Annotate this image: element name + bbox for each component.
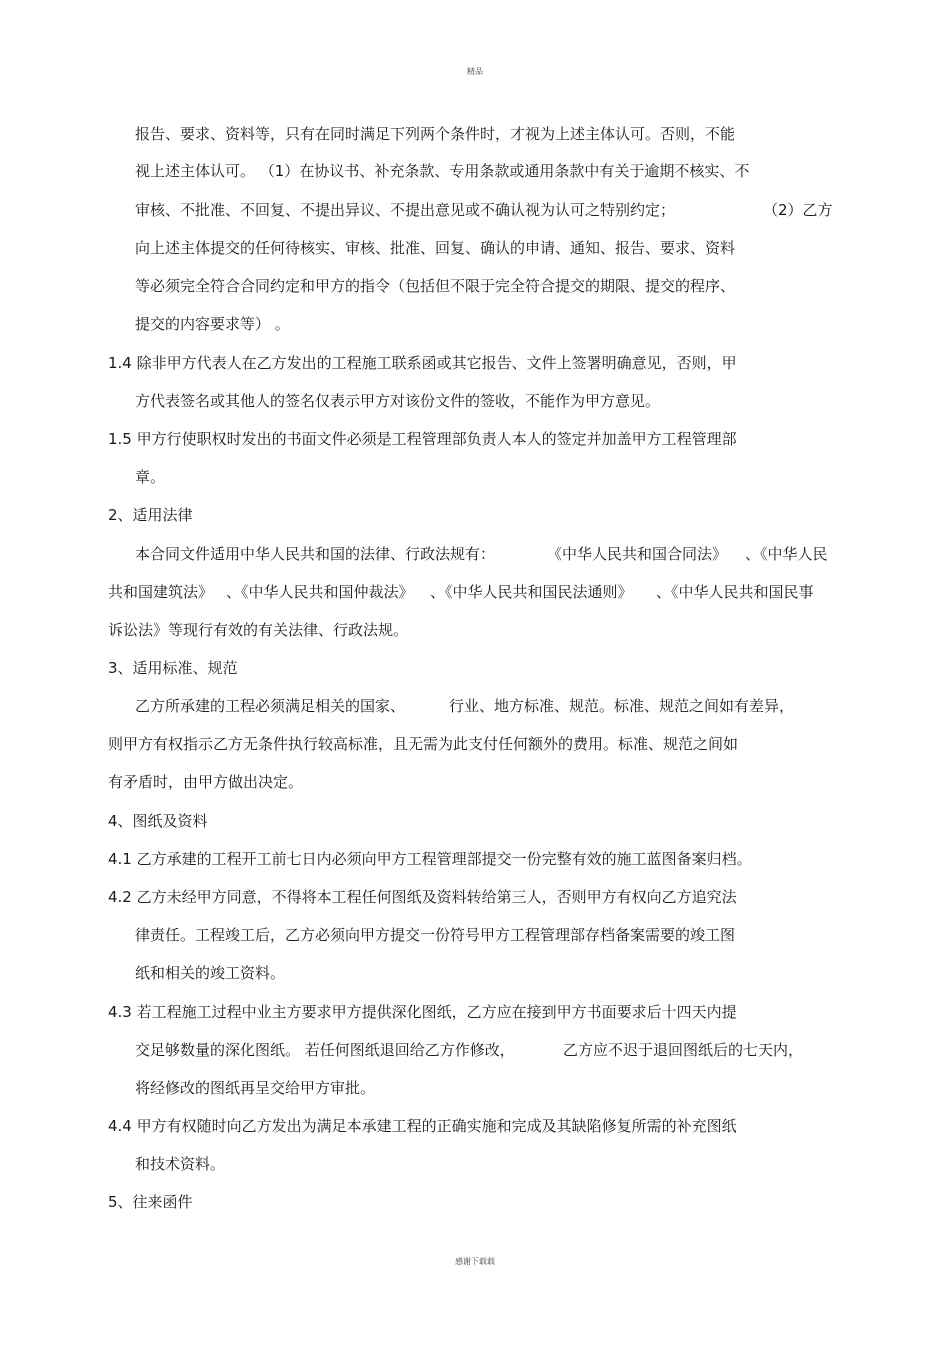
text-line: 报告、要求、资料等，只有在同时满足下列两个条件时，才视为上述主体认可。否则，不能 — [135, 125, 736, 143]
text-line: 律责任。工程竣工后，乙方必须向甲方提交一份符号甲方工程管理部存档备案需要的竣工图 — [135, 926, 736, 944]
clause-1-5: 1.5 甲方行使职权时发出的书面文件必须是工程管理部负责人本人的签定并加盖甲方工程管理部 — [108, 430, 737, 448]
clause-1-4: 1.4 除非甲方代表人在乙方发出的工程施工联系函或其它报告、文件上签署明确意见，否则，甲 — [108, 354, 737, 372]
text-line: 将经修改的图纸再呈交给甲方审批。 — [135, 1079, 376, 1097]
text-line: 、《中华人民共和国仲裁法》 — [226, 583, 414, 601]
clause-4-1: 4.1 乙方承建的工程开工前七日内必须向甲方工程管理部提交一份完整有效的施工蓝图备案归档。 — [108, 850, 752, 868]
text-line: 视上述主体认可。 （1）在协议书、补充条款、专用条款或通用条款中有关于逾期不核实、不 — [135, 162, 750, 180]
text-line: 则甲方有权指示乙方无条件执行较高标准，且无需为此支付任何额外的费用。标准、规范之间如 — [108, 735, 739, 753]
text-line: 诉讼法》等现行有效的有关法律、行政法规。 — [108, 621, 409, 639]
text-line: 向上述主体提交的任何待核实、审核、批准、回复、确认的申请、通知、报告、要求、资料 — [135, 239, 736, 257]
text-line: 有矛盾时，由甲方做出决定。 — [108, 773, 304, 791]
text-line: 提交的内容要求等） 。 — [135, 315, 290, 333]
section-heading-2: 2、适用法律 — [108, 506, 193, 524]
text-line: 乙方所承建的工程必须满足相关的国家、 — [135, 697, 406, 715]
clause-4-3: 4.3 若工程施工过程中业主方要求甲方提供深化图纸，乙方应在接到甲方书面要求后十四天内提 — [108, 1003, 737, 1021]
text-line: 本合同文件适用中华人民共和国的法律、行政法规有： — [135, 545, 496, 563]
text-line: 章。 — [135, 468, 166, 486]
page-header: 精品 — [467, 67, 483, 76]
section-heading-4: 4、图纸及资料 — [108, 812, 208, 830]
section-heading-3: 3、适用标准、规范 — [108, 659, 238, 677]
clause-4-2: 4.2 乙方未经甲方同意，不得将本工程任何图纸及资料转给第三人，否则甲方有权向乙方追究法 — [108, 888, 737, 906]
text-line: 《中华人民共和国合同法》 — [547, 545, 728, 563]
text-line: 、《中华人民 — [745, 545, 828, 563]
text-line: 纸和相关的竣工资料。 — [135, 964, 286, 982]
text-line: 和技术资料。 — [135, 1155, 226, 1173]
text-line: 乙方应不迟于退回图纸后的七天内， — [563, 1041, 804, 1059]
text-line: 审核、不批准、不回复、不提出异议、不提出意见或不确认视为认可之特别约定； — [135, 201, 676, 219]
text-line: 、《中华人民共和国民法通则》 — [430, 583, 633, 601]
page-footer: 感谢下载载 — [455, 1257, 495, 1266]
text-line: 、《中华人民共和国民事 — [656, 583, 814, 601]
section-heading-5: 5、往来函件 — [108, 1193, 193, 1211]
clause-4-4: 4.4 甲方有权随时向乙方发出为满足本承建工程的正确实施和完成及其缺陷修复所需的补充图纸 — [108, 1117, 737, 1135]
text-line: 交足够数量的深化图纸。 若任何图纸退回给乙方作修改， — [135, 1041, 515, 1059]
text-line: 共和国建筑法》 — [108, 583, 214, 601]
text-line: 方代表签名或其他人的签名仅表示甲方对该份文件的签收，不能作为甲方意见。 — [135, 392, 661, 410]
text-line: （2）乙方 — [763, 201, 833, 219]
text-line: 行业、地方标准、规范。标准、规范之间如有差异， — [449, 697, 795, 715]
text-line: 等必须完全符合合同约定和甲方的指令（包括但不限于完全符合提交的期限、提交的程序、 — [135, 277, 736, 295]
